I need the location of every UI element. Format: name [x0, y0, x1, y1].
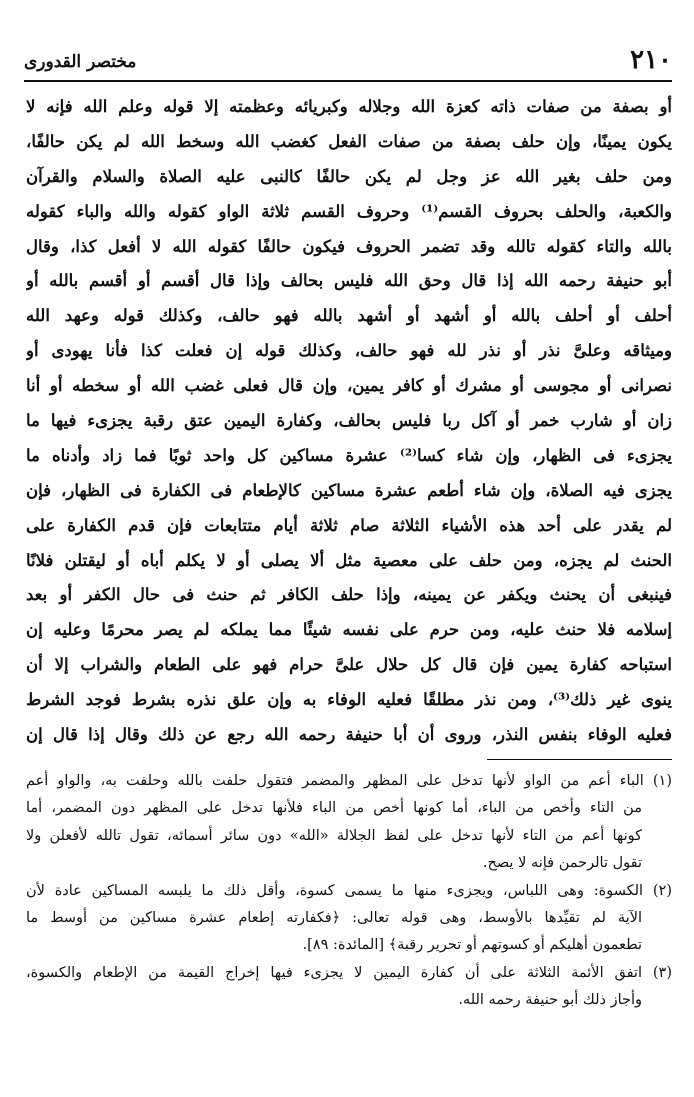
footnote-line: تقول تالرحمن فإنه لا يصح. [482, 855, 642, 872]
text-line: ومن حلف بغير الله عز وجل لم يكن حالفًا كالنبى عليه الصلاة والسلام والقرآن [26, 166, 672, 186]
text-line: يجزى فيه الصلاة، وإن شاء أطعم عشرة مساكين كالإطعام فى الكفارة فى الظهار، فإن [26, 480, 672, 500]
footnote-divider [487, 759, 672, 760]
footnote-line: وأجاز ذلك أبو حنيفة رحمه الله. [458, 992, 642, 1009]
footnote-line: كونها أعم من التاء لأنها تدخل على لفظ الجلالة «الله» دون سائر أسمائه، تقول تالله لأفعلن ولا [26, 827, 642, 844]
footnote-line: (٣) اتفق الأئمة الثلاثة على أن كفارة اليمين لا يجزىء فيها إخراج القيمة من الإطعام والكسوة، [26, 964, 672, 981]
footnote-line: الآية لم تقيِّدها بالأوسط، وهى قوله تعالى: ﴿فكفارته إطعام عشرة مساكين من أوسط ما [26, 909, 642, 926]
text-line: الحنث لم يجزه، ومن حلف على معصية مثل ألا يصلى أو لا يكلم أباه أو ليقتلن فلانًا [26, 550, 672, 570]
footnote-line: من التاء وأخص من الباء، أما كونها أخص من الباء فلأنها تدخل على المظهر دون المضمر، أما [26, 800, 642, 817]
text-line: إسلامه فلا حنث عليه، ومن حرم على نفسه شيئًا مما يملكه لم يصر محرمًا وعليه إن [26, 620, 672, 640]
text-line: نصرانى أو مجوسى أو مشرك أو كافر يمين، وإن قال فعلى غضب الله أو سخطه أو أنا [26, 376, 672, 396]
footnotes [26, 768, 672, 1015]
text-line: أو بصفة من صفات ذاته كعزة الله وجلاله وكبريائه وعظمته إلا قوله وعلم الله فإنه لا [26, 97, 672, 116]
text-line: لم يقدر على أحد هذه الأشياء الثلاثة صام ثلاثة أيام متتابعات فإن قدم الكفارة على [26, 515, 672, 535]
text-line: أحلف أو أحلف بالله أو أشهد أو أشهد بالله فهو حالف، وكذلك قوله وعهد الله [26, 306, 672, 326]
main-text [26, 90, 672, 753]
text-line: استباحه كفارة يمين فإن قال كل حلال علىَّ حرام فهو على الطعام والشراب إلا أن [26, 655, 672, 675]
text-line: وميثاقه وعلىَّ نذر أو نذر لله فهو حالف، وكذلك قوله إن فعلت كذا فأنا يهودى أو [26, 341, 672, 361]
text-line: زان أو شارب خمر أو آكل ربا فليس بحالف، وكفارة اليمين عتق رقبة يجزىء فيها ما [26, 411, 672, 431]
text-line: والكعبة، والحلف بحروف القسم⁽¹⁾ وحروف القسم ثلاثة الواو كقوله والله والباء كقوله [26, 201, 672, 221]
text-line: بالله والتاء كقوله تالله وقد تضمر الحروف فيكون حالفًا كقوله الله لا أفعل كذا، وقال [26, 236, 672, 256]
text-line: فينبغى أن يحنث ويكفر عن يمينه، وإذا حلف الكافر ثم حنث فى حال الكفر أو بعد [26, 585, 672, 605]
text-line: يجزىء فى الظهار، وإن شاء كسا⁽²⁾ عشرة مساكين كل واحد ثوبًا فما زاد وأدناه ما [26, 445, 672, 465]
text-line: فعليه الوفاء بنفس النذر، وروى أن أبا حنيفة رحمه الله رجع عن ذلك وقال إذا قال إن [26, 725, 672, 745]
footnote-line: (٢) الكسوة: وهى اللباس، ويجزىء منها ما يسمى كسوة، وأقل ذلك ما يلبسه المساكين عادة لأن [26, 882, 672, 899]
text-line: يكون يمينًا، وإن حلف بصفة من صفات الفعل كغضب الله وسخط الله لم يكن حالفًا، [26, 131, 672, 151]
footnote-line: تطعمون أهليكم أو كسوتهم أو تحرير رقبة﴾ [المائدة: ٨٩]. [302, 937, 642, 954]
footnote-line: (١) الباء أعم من الواو لأنها تدخل على المظهر والمضمر فتقول حلفت بالله وحلفت به، والواو أعم [26, 773, 672, 789]
text-line: ينوى غير ذلك⁽³⁾، ومن نذر مطلقًا فعليه الوفاء به وإن علق نذره بشرط فوجد الشرط [26, 690, 672, 710]
page-number: ٢١٠ [630, 45, 672, 75]
book-title: مختصر القدورى [24, 52, 137, 72]
text-line: أبو حنيفة رحمه الله إذا قال وحق الله فليس بحالف وإذا قال أقسم أو أقسم بالله أو [26, 271, 672, 291]
page-header [24, 44, 672, 82]
